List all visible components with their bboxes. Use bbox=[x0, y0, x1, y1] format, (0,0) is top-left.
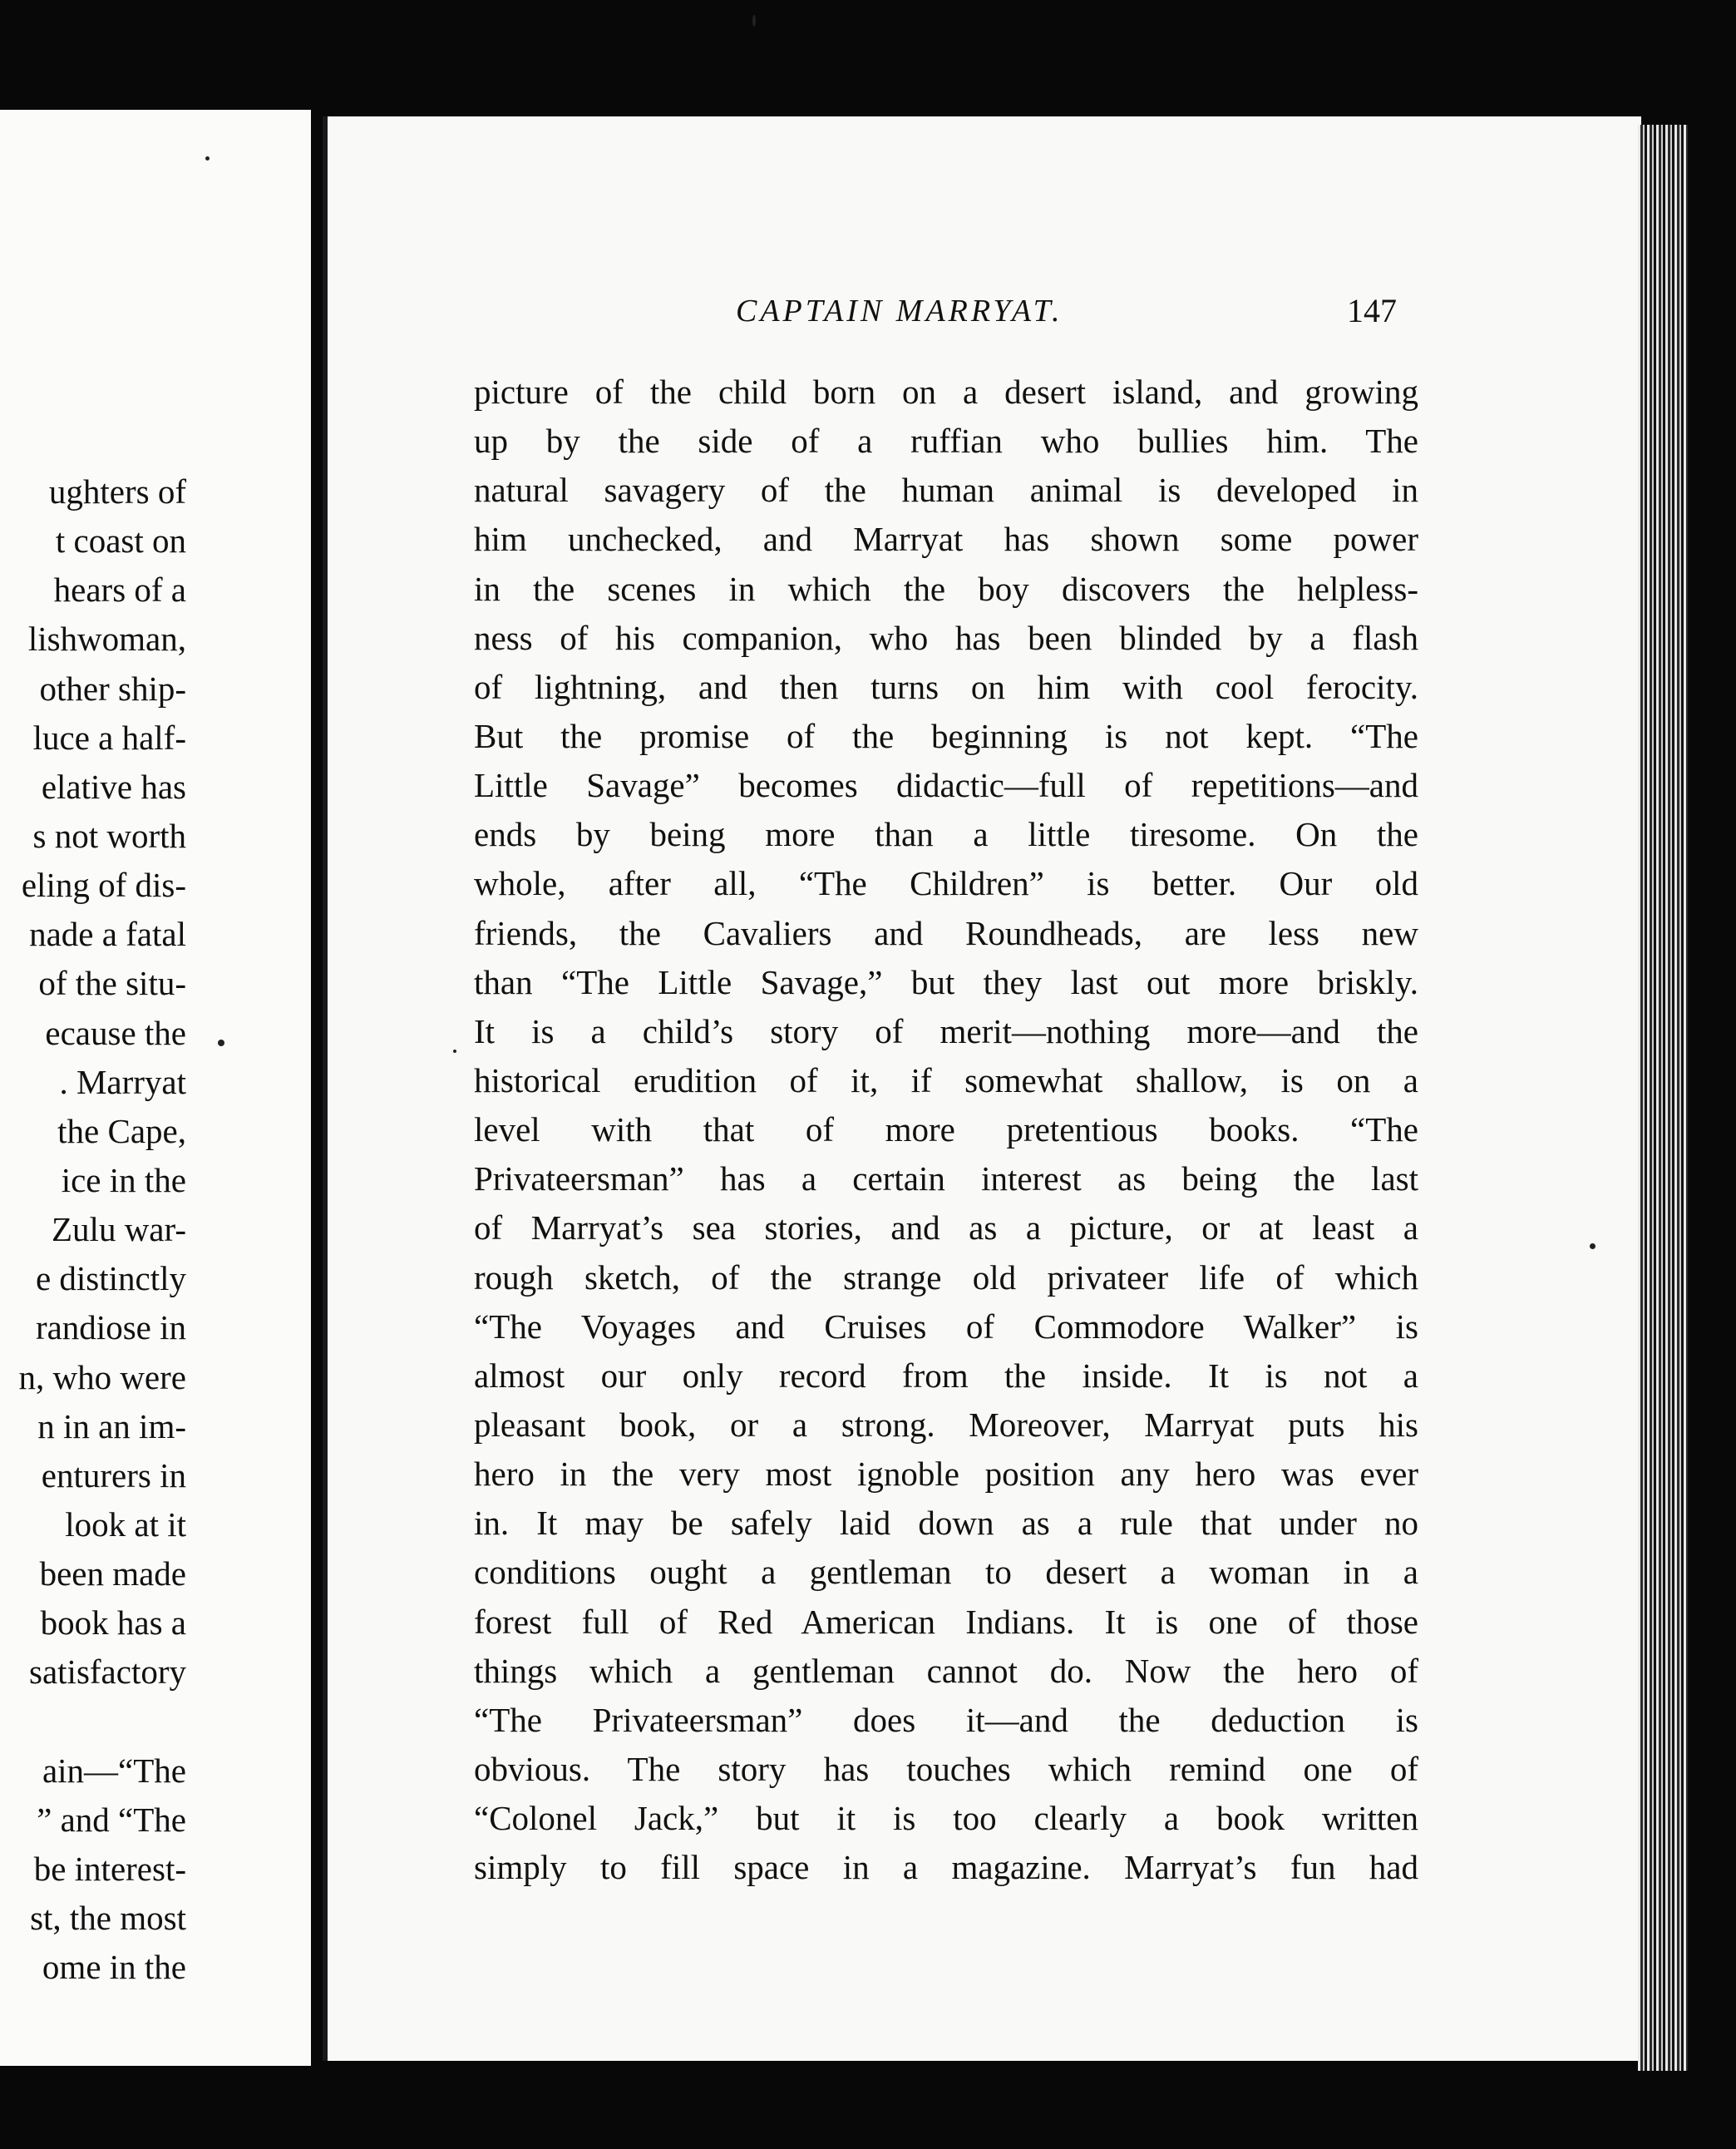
page-edge-stack bbox=[1638, 125, 1688, 2071]
text-line: up by the side of a ruffian who bullies him. The bbox=[474, 422, 1418, 461]
left-line: st, the most bbox=[30, 1899, 186, 1938]
left-line: the Cape, bbox=[57, 1111, 186, 1150]
text-line: things which a gentleman cannot do. Now the hero of bbox=[474, 1651, 1418, 1690]
left-line: ome in the bbox=[42, 1948, 186, 1987]
text-line: “Colonel Jack,” but it is too clearly a book written bbox=[474, 1799, 1418, 1838]
left-line: hears of a bbox=[53, 571, 186, 610]
left-line: . Marryat bbox=[59, 1062, 186, 1101]
left-line: other ship- bbox=[39, 669, 186, 708]
text-line: forest full of Red American Indians. It is one of those bbox=[474, 1602, 1418, 1641]
left-line: elative has bbox=[41, 767, 186, 806]
text-line: almost our only record from the inside. It is not a bbox=[474, 1356, 1418, 1395]
text-line: of lightning, and then turns on him with cool ferocity. bbox=[474, 667, 1418, 706]
text-line: conditions ought a gentleman to desert a woman in a bbox=[474, 1553, 1418, 1592]
left-line: lishwoman, bbox=[27, 620, 186, 659]
ink-speck bbox=[218, 1040, 224, 1046]
text-line: rough sketch, of the strange old privateer life of which bbox=[474, 1257, 1418, 1297]
text-line: hero in the very most ignoble position any hero was ever bbox=[474, 1455, 1418, 1494]
text-line: in. It may be safely laid down as a rule that under no bbox=[474, 1504, 1418, 1543]
text-line: simply to fill space in a magazine. Marryat’s fun had bbox=[474, 1848, 1418, 1887]
text-line: him unchecked, and Marryat has shown some power bbox=[474, 520, 1418, 559]
text-line: “The Voyages and Cruises of Commodore Walker” is bbox=[474, 1307, 1418, 1346]
text-line: picture of the child born on a desert island, and growing bbox=[474, 373, 1418, 411]
left-line: ughters of bbox=[48, 472, 186, 511]
left-line: look at it bbox=[65, 1504, 186, 1544]
left-line: t coast on bbox=[55, 521, 186, 561]
text-line: of Marryat’s sea stories, and as a picture, or at least a bbox=[474, 1208, 1418, 1247]
text-line: “The Privateersman” does it—and the deduction is bbox=[474, 1700, 1418, 1739]
left-line: randiose in bbox=[35, 1308, 186, 1347]
text-line: Privateersman” has a certain interest as being the last bbox=[474, 1159, 1418, 1198]
text-line: ends by being more than a little tiresome. On the bbox=[474, 815, 1418, 854]
text-line: historical erudition of it, if somewhat shallow, is on a bbox=[474, 1060, 1418, 1099]
ink-speck bbox=[453, 1050, 456, 1053]
left-line: n in an im- bbox=[37, 1406, 186, 1445]
left-line: e distinctly bbox=[35, 1259, 186, 1298]
left-line: of the situ- bbox=[38, 964, 186, 1003]
page-number: 147 bbox=[1347, 292, 1397, 329]
left-line: eling of dis- bbox=[21, 866, 186, 905]
left-line: nade a fatal bbox=[29, 915, 186, 954]
text-line: in the scenes in which the boy discovers the helpless- bbox=[474, 569, 1418, 608]
text-line: pleasant book, or a strong. Moreover, Marryat puts his bbox=[474, 1405, 1418, 1444]
text-line: obvious. The story has touches which remind one of bbox=[474, 1749, 1418, 1788]
left-line: be interest- bbox=[33, 1849, 186, 1888]
text-line: whole, after all, “The Children” is better. Our old bbox=[474, 864, 1418, 903]
left-page-text bbox=[0, 467, 186, 1992]
left-line: satisfactory bbox=[29, 1653, 186, 1692]
text-line: ness of his companion, who has been blinded by a flash bbox=[474, 618, 1418, 657]
text-line: level with that of more pretentious books. “The bbox=[474, 1110, 1418, 1149]
left-line: book has a bbox=[40, 1603, 186, 1643]
text-line: than “The Little Savage,” but they last out more briskly. bbox=[474, 962, 1418, 1001]
ink-speck bbox=[1590, 1243, 1595, 1249]
left-line: ecause the bbox=[45, 1013, 186, 1052]
left-line: been made bbox=[39, 1554, 186, 1593]
left-line: ice in the bbox=[61, 1160, 186, 1199]
body-text bbox=[474, 368, 1418, 1892]
text-line: natural savagery of the human animal is developed in bbox=[474, 471, 1418, 510]
left-facing-page bbox=[0, 110, 311, 2066]
left-line: luce a half- bbox=[32, 718, 186, 757]
text-line: friends, the Cavaliers and Roundheads, are less new bbox=[474, 913, 1418, 952]
ink-speck bbox=[752, 15, 756, 27]
text-line: It is a child’s story of merit—nothing more—and the bbox=[474, 1011, 1418, 1050]
running-head: CAPTAIN MARRYAT. bbox=[736, 294, 1063, 329]
ink-speck bbox=[205, 156, 210, 161]
left-line: Zulu war- bbox=[52, 1210, 186, 1249]
left-line: s not worth bbox=[32, 816, 186, 855]
left-line: ain—“The bbox=[42, 1751, 186, 1790]
text-line: But the promise of the beginning is not kept. “The bbox=[474, 716, 1418, 755]
text-line: Little Savage” becomes didactic—full of repetitions—and bbox=[474, 766, 1418, 805]
left-line-blank bbox=[0, 1697, 186, 1746]
left-line: ” and “The bbox=[37, 1800, 186, 1839]
left-line: n, who were bbox=[18, 1357, 186, 1396]
left-line: enturers in bbox=[41, 1455, 186, 1494]
